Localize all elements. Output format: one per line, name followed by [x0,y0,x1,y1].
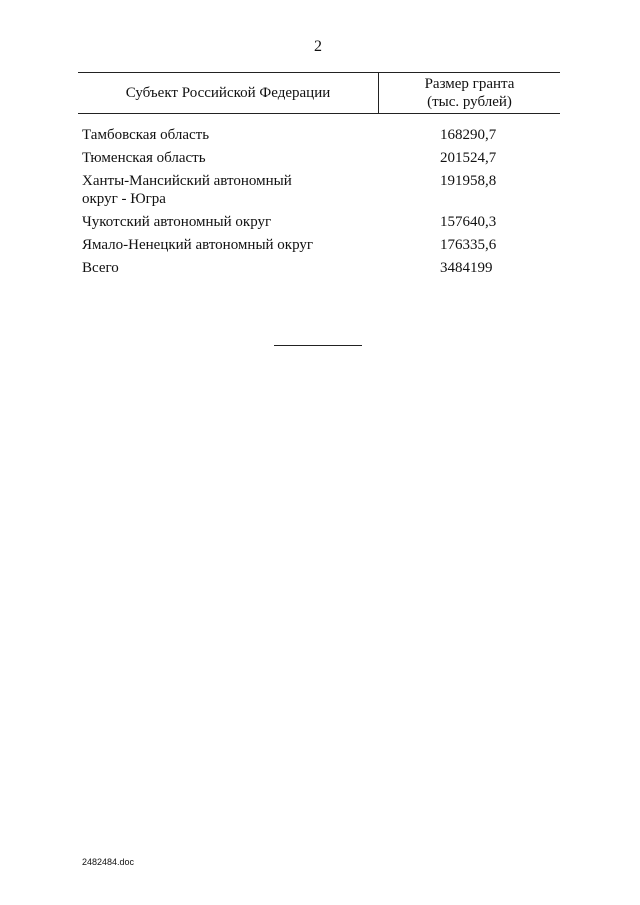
column-header-grant-line2: (тыс. рублей) [427,94,512,110]
column-header-grant [379,75,560,111]
table-body [82,126,562,282]
row-grant-value: 157640,3 [440,214,497,230]
end-divider [274,345,362,346]
page-number: 2 [314,38,322,55]
row-subject-name: Ямало-Ненецкий автономный округ [82,237,314,253]
table-header [78,72,560,114]
row-subject-name: Чукотский автономный округ [82,214,272,230]
row-grant-value: 201524,7 [440,150,497,166]
row-grant-value: 176335,6 [440,237,497,253]
file-name-footer: 2482484.doc [82,857,135,867]
row-grant-value: 3484199 [440,260,493,276]
table-row-total [82,259,562,277]
row-subject-name: Тюменская область [82,150,206,166]
row-subject-name: Ханты-Мансийский автономный округ - Югра [82,173,292,207]
table-row [82,126,562,144]
row-subject-name: Всего [82,260,119,276]
column-header-subject: Субъект Российской Федерации [78,73,379,113]
column-header-grant-line1: Размер гранта [424,76,515,92]
table-row [82,236,562,254]
table-row [82,149,562,167]
table-row [82,172,562,208]
table-row [82,213,562,231]
row-grant-value: 191958,8 [440,173,497,189]
row-grant-value: 168290,7 [440,127,497,143]
row-subject-name: Тамбовская область [82,127,210,143]
